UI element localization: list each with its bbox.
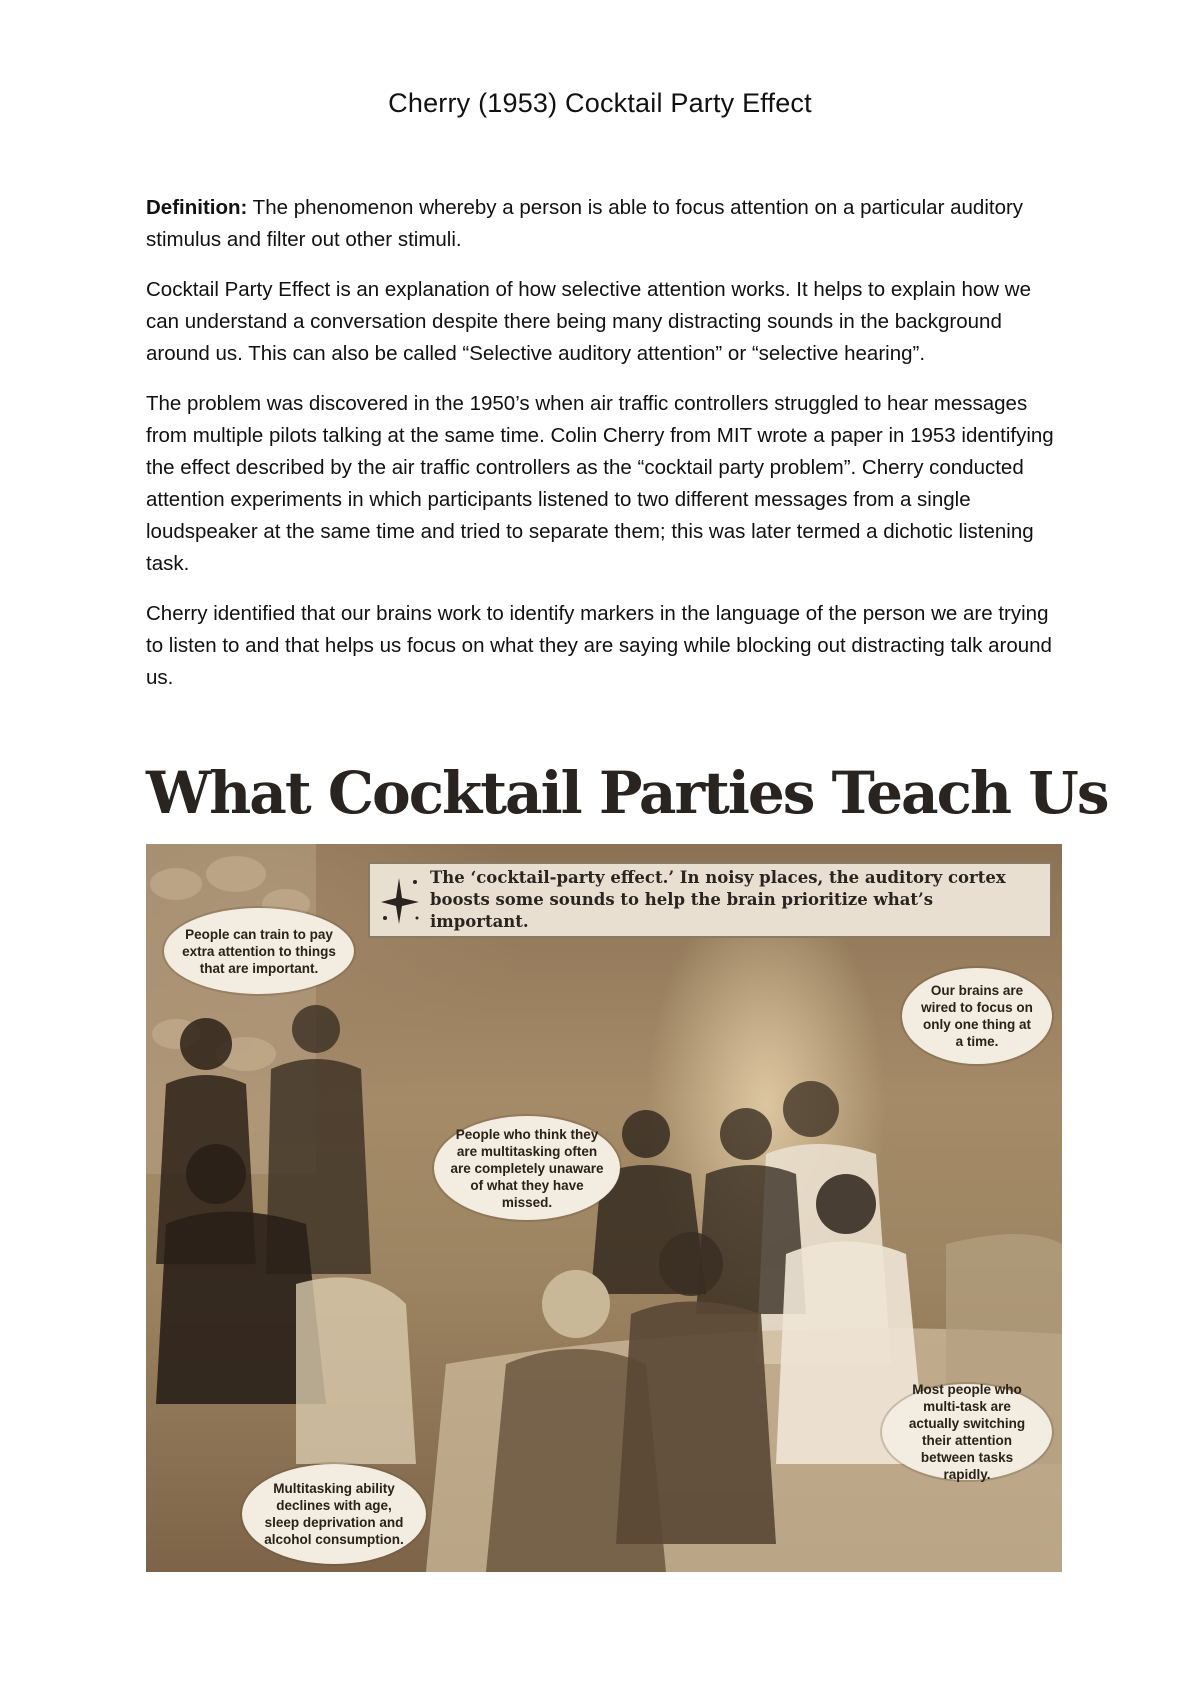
callout-brains-wired: Our brains are wired to focus on only one thing at a time. <box>902 968 1052 1064</box>
paragraph-history: The problem was discovered in the 1950’s when air traffic controllers struggled to hear messages from multiple pilots talking at the same time. Colin Cherry from MIT wrote a paper in 1953 identifying the effect described by the air traffic controllers as the “cocktail party problem”. Cherry conducted attention experiments in which participants listened to two different messages from a single loudspeaker at the same time and tried to separate them; this was later termed a dichotic listening task. <box>146 392 1054 575</box>
banner-text: The ‘cocktail-party effect.’ In noisy places, the auditory cortex boosts some sounds to help the brain prioritize what’s important. <box>430 868 1006 931</box>
page-title: Cherry (1953) Cocktail Party Effect <box>388 88 812 118</box>
definition-label: Definition: <box>146 196 248 219</box>
callout-multitasking-unaware: People who think they are multitasking often are completely unaware of what they have missed. <box>434 1116 620 1220</box>
callout-multitasking-declines: Multitasking ability declines with age, sleep deprivation and alcohol consumption. <box>242 1464 426 1564</box>
paragraph-conclusion: Cherry identified that our brains work to identify markers in the language of the person we are trying to listen to and that helps us focus on what they are saying while blocking out distracting talk around us. <box>146 602 1052 689</box>
callout-train-attention: People can train to pay extra attention to things that are important. <box>164 908 354 994</box>
sparkle-icon <box>370 864 430 936</box>
definition-text: The phenomenon whereby a person is able to focus attention on a particular auditory stimulus and filter out other stimuli. <box>146 196 1024 251</box>
callout-switching-attention: Most people who multi-task are actually switching their attention between tasks rapidly. <box>882 1384 1052 1480</box>
definition-paragraph <box>146 192 1066 256</box>
infographic <box>146 752 1108 1572</box>
document-body <box>146 192 1066 712</box>
infographic-heading: What Cocktail Parties Teach Us <box>146 759 1108 827</box>
cocktail-party-effect-banner <box>368 862 1052 938</box>
paragraph-intro: Cocktail Party Effect is an explanation of how selective attention works. It helps to explain how we can understand a conversation despite there being many distracting sounds in the background around us. This can also be called “Selective auditory attention” or “selective hearing”. <box>146 278 1032 365</box>
party-photo <box>146 844 1062 1572</box>
